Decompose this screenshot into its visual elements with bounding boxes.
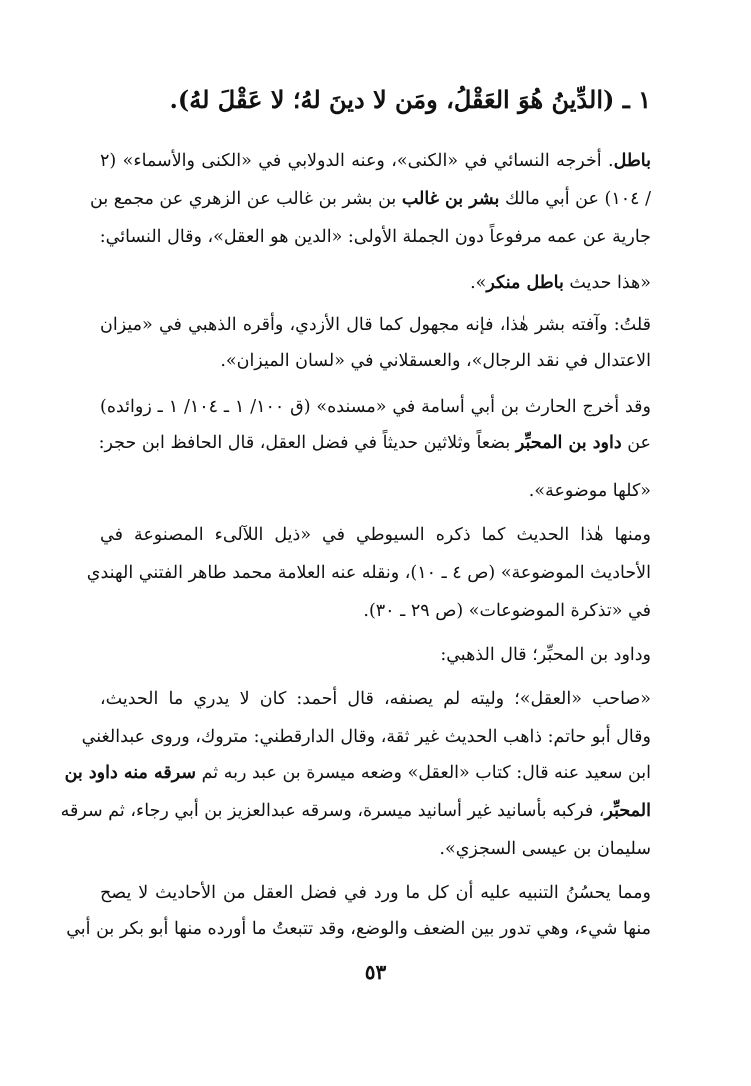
text-line: قلتُ: وآفته بشر هٰذا، فإنه مجهول كما قال الأزدي، وأقره الذهبي في «ميزان <box>100 315 651 335</box>
bold-verdict: باطل منكر <box>486 273 564 293</box>
bold-name: بشر بن غالب <box>401 189 500 209</box>
text-line: الأحاديث الموضوعة» (ص ٤ ـ ١٠)، ونقله عنه العلامة محمد طاهر الفتني الهندي <box>86 563 651 583</box>
hadith-heading: ١ ـ (الدِّينُ هُوَ العَقْلُ، ومَن لا دينَ لهُ؛ لا عَقْلَ لهُ). <box>169 85 651 114</box>
text-line: وقد أخرج الحارث بن أبي أسامة في «مسنده» (ق ١٠٠/ ١ ـ ١٠٤/ ١ ـ زوائده) <box>100 397 651 417</box>
text-span: / ١٠٤) عن أبي مالك <box>499 189 651 209</box>
text-span: «هذا حديث <box>563 273 651 293</box>
text-span: بن بشر بن غالب عن الزهري عن مجمع بن <box>90 189 402 209</box>
text-line: وقال أبو حاتم: ذاهب الحديث غير ثقة، وقال الدارقطني: متروك، وروى عبدالغني <box>81 727 651 747</box>
text-line <box>64 758 651 788</box>
text-line: جارية عن عمه مرفوعاً دون الجملة الأولى: «الدين هو العقل»، وقال النسائي: <box>99 227 651 247</box>
text-span: عن <box>621 433 651 453</box>
text-span: ابن سعيد عنه قال: كتاب «العقل» وضعه ميسرة بن عبد ربه ثم <box>196 763 651 783</box>
page-number: ٥٣ <box>364 960 387 984</box>
bold-name: المحبِّر <box>604 801 651 821</box>
text-span: بضعاً وثلاثين حديثاً في فضل العقل، قال الحافظ ابن حجر: <box>98 433 516 453</box>
text-line: في «تذكرة الموضوعات» (ص ٢٩ ـ ٣٠). <box>363 601 651 621</box>
bold-name: داود بن المحبِّر <box>515 433 622 453</box>
text-line: سليمان بن عيسى السجزي». <box>439 839 651 859</box>
text-span: ، فركبه بأسانيد غير أسانيد ميسرة، وسرقه عبدالعزيز بن أبي رجاء، ثم سرقه <box>60 801 605 821</box>
text-span: ». <box>470 273 487 293</box>
text-line <box>90 184 651 214</box>
text-line <box>100 146 651 176</box>
text-line: «صاحب «العقل»؛ وليته لم يصنفه، قال أحمد: كان لا يدري ما الحديث، <box>100 689 651 709</box>
text-line: «كلها موضوعة». <box>528 481 651 501</box>
text-line <box>100 268 651 298</box>
text-line <box>60 796 651 826</box>
verdict-label: باطل <box>613 151 651 171</box>
text-line: الاعتدال في نقد الرجال»، والعسقلاني في «لسان الميزان». <box>220 351 651 371</box>
text-line: ومما يحسُنُ التنبيه عليه أن كل ما ورد في فضل العقل من الأحاديث لا يصح <box>100 883 651 903</box>
text-line <box>100 428 651 458</box>
bold-phrase: سرقه منه داود بن <box>64 763 197 783</box>
text-line: ومنها هٰذا الحديث كما ذكره السيوطي في «ذيل اللآلىء المصنوعة في <box>100 525 651 545</box>
text-line: وداود بن المحبِّر؛ قال الذهبي: <box>440 645 651 665</box>
text-span: . أخرجه النسائي في «الكنى»، وعنه الدولابي في «الكنى والأسماء» (٢ <box>100 151 614 171</box>
text-line: منها شيء، وهي تدور بين الضعف والوضع، وقد تتبعتُ ما أورده منها أبو بكر بن أبي <box>66 919 651 939</box>
